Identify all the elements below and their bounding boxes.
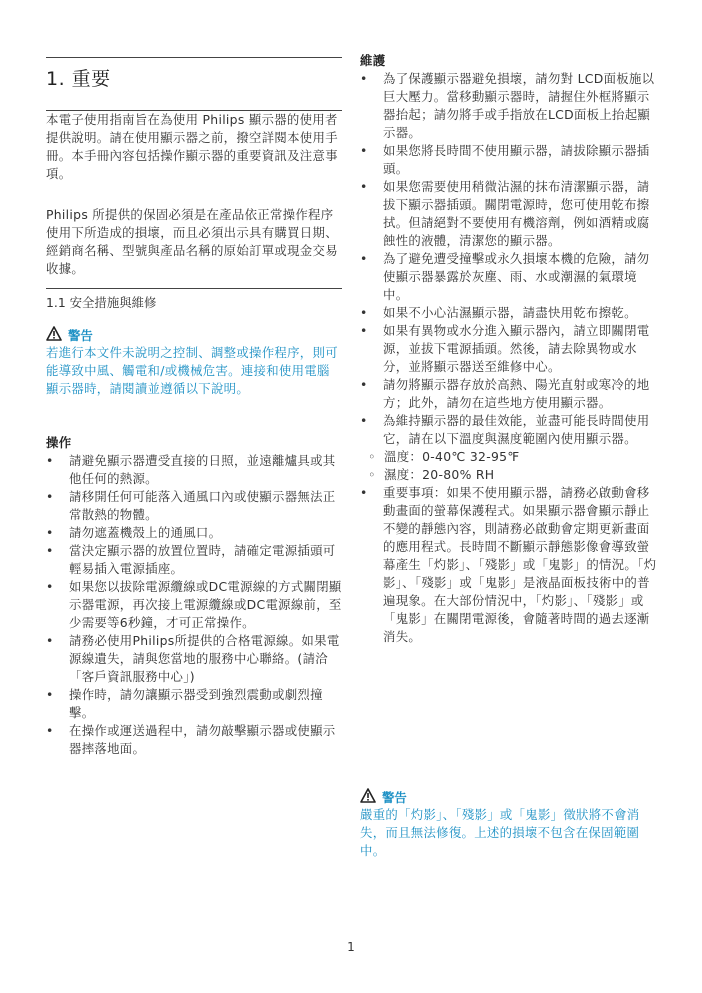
list-item: • 當決定顯示器的放置位置時，請確定電源插頭可輕易插入電源插座。 <box>46 542 342 578</box>
condition-temperature: ◦ 溫度：0-40℃ 32-95℉ <box>360 448 657 466</box>
warning-block <box>46 326 342 398</box>
list-item: • 操作時，請勿讓顯示器受到強烈震動或劇烈撞擊。 <box>46 686 342 722</box>
warning-text-2: 嚴重的「灼影」、「殘影」或「鬼影」徵狀將不會消失，而且無法修復。上述的損壞不包含在保固範圍中。 <box>360 807 640 858</box>
list-item: • 請移開任何可能落入通風口內或使顯示器無法正常散熱的物體。 <box>46 488 342 524</box>
maintenance-heading: 維護 <box>360 53 386 68</box>
intro-paragraph-1: 本電子使用指南旨在為使用 Philips 顯示器的使用者提供說明。請在使用顯示器之前，撥空詳閱本使用手冊。本手冊內容包括操作顯示器的重要資訊及注意事項。 <box>46 112 338 181</box>
warning-label: 警告 <box>68 328 93 343</box>
operation-list <box>46 452 342 758</box>
list-item: • 如果您需要使用稍微沾濕的抹布清潔顯示器，請拔下顯示器插頭。關閉電源時，您可使用乾布擦拭。但請絕對不要使用有機溶劑，例如酒精或腐蝕性的液體，清潔您的顯示器。 <box>360 178 657 250</box>
list-item: • 請勿將顯示器存放於高熱、陽光直射或寒冷的地方；此外，請勿在這些地方使用顯示器。 <box>360 376 657 412</box>
list-item: • 在操作或運送過程中，請勿敲擊顯示器或使顯示器摔落地面。 <box>46 722 342 758</box>
important-list <box>360 484 657 646</box>
list-item: • 如果您以拔除電源纜線或DC電源線的方式關閉顯示器電源，再次接上電源纜線或DC電源線前，至少需要等6秒鐘，才可正常操作。 <box>46 578 342 632</box>
operation-heading: 操作 <box>46 435 72 450</box>
title-rule-top <box>46 57 342 58</box>
warning-title-2 <box>360 788 657 806</box>
list-item: • 請務必使用Philips所提供的合格電源線。如果電源線遺失，請與您當地的服務中心聯絡。(請洽「客戶資訊服務中心」) <box>46 632 342 686</box>
list-item: • 為了避免遭受撞擊或永久損壞本機的危險，請勿使顯示器暴露於灰塵、雨、水或潮濕的氣環境中。 <box>360 250 657 304</box>
page-title: 1. 重要 <box>46 68 111 90</box>
conditions-list <box>360 448 657 484</box>
maintenance-block <box>360 52 657 646</box>
warning-label-2: 警告 <box>382 790 407 805</box>
important-item: • 重要事項：如果不使用顯示器，請務必啟動會移動畫面的螢幕保護程式。如果顯示器會顯示靜止不變的靜態內容，則請務必啟動會定期更新畫面的應用程式。長時間不斷顯示靜態影像會導致螢幕產生「灼影」、「殘影」或「鬼影」的情況。「灼影」、「殘影」或「鬼影」是液晶面板技術中的普遍現象。在大部份情況中，「灼影」、「殘影」或「鬼影」在關閉電源後，會隨著時間的過去逐漸消失。 <box>360 484 657 646</box>
warning-title <box>46 326 342 344</box>
maintenance-list <box>360 70 657 448</box>
list-item: • 如果您將長時間不使用顯示器，請拔除顯示器插頭。 <box>360 142 657 178</box>
warning-icon <box>46 326 62 344</box>
list-item: • 為了保護顯示器避免損壞，請勿對 LCD面板施以巨大壓力。當移動顯示器時，請握住外框將顯示器抬起；請勿將手或手指放在LCD面板上抬起顯示器。 <box>360 70 657 142</box>
condition-humidity: ◦ 濕度：20-80% RH <box>360 466 657 484</box>
warning-text: 若進行本文件未說明之控制、調整或操作程序，則可能導致中風、觸電和/或機械危害。連接和使用電腦顯示器時，請閱讀並遵循以下說明。 <box>46 345 338 396</box>
section-heading: 1.1 安全措施與維修 <box>46 295 157 310</box>
warning-icon <box>360 788 376 806</box>
list-item: • 為維持顯示器的最佳效能，並盡可能長時間使用它，請在以下溫度與濕度範圍內使用顯示器。 <box>360 412 657 448</box>
list-item: • 請勿遮蓋機殼上的通風口。 <box>46 524 342 542</box>
list-item: • 如果有異物或水分進入顯示器內，請立即關閉電源，並拔下電源插頭。然後，請去除異物或水分，並將顯示器送至維修中心。 <box>360 322 657 376</box>
operation-block <box>46 434 342 758</box>
intro-paragraph-2: Philips 所提供的保固必須是在產品依正常操作程序使用下所造成的損壞，而且必須出示具有購買日期、經銷商名稱、型號與產品名稱的原始訂單或現金交易收據。 <box>46 207 338 276</box>
section-rule <box>46 288 342 289</box>
list-item: • 請避免顯示器遭受直接的日照，並遠離爐具或其他任何的熱源。 <box>46 452 342 488</box>
warning-block-2 <box>360 788 657 860</box>
list-item: • 如果不小心沾濕顯示器，請盡快用乾布擦乾。 <box>360 304 657 322</box>
page-number: 1 <box>347 940 355 954</box>
